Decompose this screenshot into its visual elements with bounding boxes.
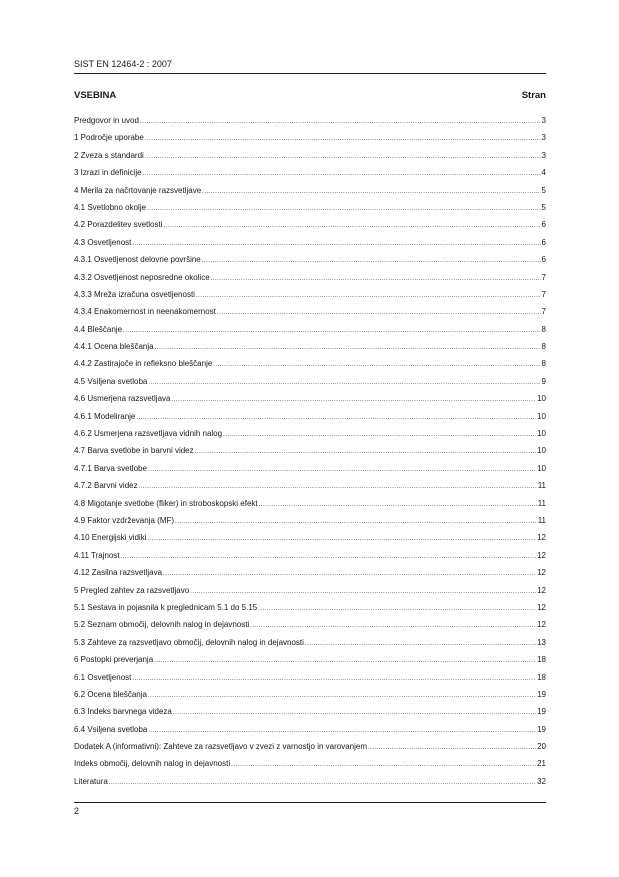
toc-entry-title: 4.10 Energijski vidiki: [74, 533, 147, 543]
toc-entry[interactable]: [74, 182, 546, 199]
toc-dot-leader: [123, 323, 541, 340]
toc-entry-title: 4.8 Migotanje svetlobe (fliker) in stroboskopski efekt: [74, 498, 258, 508]
toc-entry[interactable]: [74, 112, 546, 129]
toc-entry-title: 4.11 Trajnost: [74, 550, 120, 560]
toc-entry-title: 4.1 Svetlobno okolje: [74, 202, 147, 212]
toc-entry-title: 5.1 Sestava in pojasnila k preglednicam 5.1 do 5.15: [74, 602, 258, 612]
toc-entry-title: 4.7.2 Barvni videz: [74, 481, 138, 491]
toc-entry-title: 6 Postopki preverjanja: [74, 655, 154, 665]
table-of-contents: [74, 112, 546, 790]
toc-dot-leader: [147, 531, 536, 548]
toc-entry-page: 10: [537, 429, 546, 439]
toc-entry-page: 18: [537, 672, 546, 682]
toc-entry[interactable]: [74, 269, 546, 286]
toc-entry-page: 8: [541, 359, 546, 369]
toc-entry-title: 4.6.1 Modeliranje: [74, 411, 136, 421]
toc-entry[interactable]: [74, 686, 546, 703]
toc-entry-page: 7: [541, 289, 546, 299]
toc-entry-page: 12: [537, 620, 546, 630]
toc-entry-page: 20: [537, 742, 546, 752]
header-rule: [74, 73, 546, 74]
toc-entry-page: 3: [541, 133, 546, 143]
toc-entry-title: 6.2 Ocena bleščanja: [74, 689, 147, 699]
toc-dot-leader: [132, 671, 536, 688]
toc-entry-page: 10: [537, 463, 546, 473]
toc-entry-title: 4.5 Vsiljena svetloba: [74, 376, 148, 386]
toc-dot-leader: [154, 653, 536, 670]
toc-entry-title: 4.3.3 Mreža izračuna osvetljenosti: [74, 289, 195, 299]
toc-entry[interactable]: [74, 408, 546, 425]
toc-dot-leader: [196, 288, 541, 305]
toc-dot-leader: [148, 462, 536, 479]
toc-dot-leader: [148, 688, 536, 705]
toc-entry[interactable]: [74, 703, 546, 720]
toc-entry[interactable]: [74, 529, 546, 546]
toc-page-label: Stran: [521, 90, 546, 101]
toc-dot-leader: [121, 549, 536, 566]
toc-entry-title: 5 Pregled zahtev za razsvetljavo: [74, 585, 190, 595]
toc-entry[interactable]: [74, 564, 546, 581]
toc-entry[interactable]: [74, 616, 546, 633]
toc-entry-title: 4.3.2 Osvetljenost neposredne okolice: [74, 272, 210, 282]
toc-dot-leader: [195, 444, 536, 461]
toc-dot-leader: [164, 218, 541, 235]
toc-entry-title: 4.12 Zasilna razsvetljava: [74, 568, 163, 578]
toc-entry-title: Indeks območij, delovnih nalog in dejavnosti: [74, 759, 231, 769]
toc-dot-leader: [305, 636, 536, 653]
toc-entry-page: 8: [541, 342, 546, 352]
toc-entry[interactable]: [74, 286, 546, 303]
toc-entry-page: 11: [537, 498, 546, 508]
toc-entry[interactable]: [74, 477, 546, 494]
toc-entry-page: 3: [541, 150, 546, 160]
toc-entry[interactable]: [74, 355, 546, 372]
toc-entry[interactable]: [74, 321, 546, 338]
toc-entry-title: 4.3.1 Osvetljenost delovne površine: [74, 255, 201, 265]
toc-entry-page: 12: [537, 568, 546, 578]
toc-entry-page: 3: [541, 116, 546, 125]
toc-dot-leader: [223, 427, 536, 444]
toc-dot-leader: [211, 271, 541, 288]
toc-entry[interactable]: [74, 773, 546, 790]
toc-entry-page: 12: [537, 533, 546, 543]
toc-entry-page: 4: [541, 168, 546, 178]
toc-entry-page: 12: [537, 550, 546, 560]
toc-entry[interactable]: [74, 599, 546, 616]
toc-entry-title: Dodatek A (informativni): Zahteve za razsvetljavo v zvezi z varnostjo in varovanjem: [74, 742, 368, 752]
toc-entry[interactable]: [74, 425, 546, 442]
toc-entry[interactable]: [74, 164, 546, 181]
toc-entry-title: 4.7 Barva svetlobe in barvni videz: [74, 446, 194, 456]
footer-rule: [74, 802, 546, 803]
toc-entry-title: 4.4.1 Ocena bleščanja: [74, 342, 154, 352]
toc-entry[interactable]: [74, 199, 546, 216]
toc-entry[interactable]: [74, 634, 546, 651]
toc-entry[interactable]: [74, 512, 546, 529]
toc-entry-page: 7: [541, 272, 546, 282]
toc-entry[interactable]: [74, 669, 546, 686]
toc-entry[interactable]: [74, 721, 546, 738]
toc-entry[interactable]: [74, 738, 546, 755]
toc-dot-leader: [143, 166, 541, 183]
toc-entry-page: 12: [537, 585, 546, 595]
toc-entry-page: 11: [537, 515, 546, 525]
toc-dot-leader: [163, 566, 536, 583]
toc-entry[interactable]: [74, 582, 546, 599]
toc-entry-page: 8: [541, 324, 546, 334]
toc-dot-leader: [140, 114, 541, 131]
toc-dot-leader: [109, 775, 536, 792]
toc-entry-page: 9: [541, 376, 546, 386]
toc-entry-page: 32: [537, 776, 546, 786]
toc-entry-title: 5.3 Zahteve za razsvetljavo območij, delovnih nalog in dejavnosti: [74, 637, 304, 647]
toc-entry-title: 6.3 Indeks barvnega videza: [74, 707, 172, 717]
document-code: SIST EN 12464-2 : 2007: [74, 59, 172, 69]
toc-entry-title: 4.6.2 Usmerjena razsvetljava vidnih nalog: [74, 429, 223, 439]
toc-entry[interactable]: [74, 651, 546, 668]
toc-entry-title: 4.9 Faktor vzdrževanja (MF): [74, 515, 175, 525]
toc-entry[interactable]: [74, 147, 546, 164]
toc-entry-title: 3 Izrazi in definicije: [74, 168, 142, 178]
toc-entry-page: 13: [537, 637, 546, 647]
toc-entry-page: 5: [541, 202, 546, 212]
toc-entry-page: 10: [537, 411, 546, 421]
toc-entry[interactable]: [74, 755, 546, 772]
toc-entry-title: 4.3 Osvetljenost: [74, 237, 132, 247]
toc-entry-page: 19: [537, 724, 546, 734]
toc-entry[interactable]: [74, 234, 546, 251]
toc-entry[interactable]: [74, 390, 546, 407]
toc-entry-page: 11: [537, 481, 546, 491]
toc-dot-leader: [155, 340, 541, 357]
toc-entry-page: 12: [537, 602, 546, 612]
toc-entry-page: 7: [541, 307, 546, 317]
toc-entry[interactable]: [74, 373, 546, 390]
toc-entry[interactable]: [74, 460, 546, 477]
toc-entry-page: 10: [537, 394, 546, 404]
toc-dot-leader: [147, 201, 540, 218]
toc-heading: VSEBINA: [74, 90, 117, 101]
toc-dot-leader: [171, 392, 536, 409]
toc-entry-page: 19: [537, 689, 546, 699]
page-number: 2: [74, 806, 80, 816]
toc-dot-leader: [145, 149, 541, 166]
toc-entry-title: 2 Zveza s standardi: [74, 150, 144, 160]
toc-entry-page: 18: [537, 655, 546, 665]
toc-entry-title: 4.3.4 Enakomernost in neenakomernost: [74, 307, 216, 317]
toc-dot-leader: [213, 357, 540, 374]
toc-entry-title: 4.4.2 Zastirajoče in refleksno bleščanje: [74, 359, 213, 369]
toc-entry[interactable]: [74, 303, 546, 320]
toc-entry-title: 4.6 Usmerjena razsvetljava: [74, 394, 171, 404]
toc-entry-page: 10: [537, 446, 546, 456]
toc-entry-title: 4.7.1 Barva svetlobe: [74, 463, 147, 473]
toc-entry-title: 6.4 Vsiljena svetloba: [74, 724, 148, 734]
toc-entry-page: 5: [541, 185, 546, 195]
toc-entry-page: 6: [541, 255, 546, 265]
toc-entry-page: 6: [541, 220, 546, 230]
toc-entry-title: 6.1 Osvetljenost: [74, 672, 132, 682]
toc-header: [74, 90, 546, 101]
toc-entry-title: 4.4 Bleščanje: [74, 324, 123, 334]
toc-dot-leader: [259, 497, 537, 514]
toc-entry[interactable]: [74, 251, 546, 268]
toc-dot-leader: [175, 514, 537, 531]
toc-entry-page: 19: [537, 707, 546, 717]
toc-entry-title: Predgovor in uvod: [74, 116, 139, 125]
toc-entry-title: 5.2 Seznam območij, delovnih nalog in dejavnosti: [74, 620, 250, 630]
toc-entry-page: 21: [537, 759, 546, 769]
toc-dot-leader: [368, 740, 536, 757]
toc-dot-leader: [145, 131, 541, 148]
toc-dot-leader: [202, 253, 541, 270]
toc-dot-leader: [202, 184, 540, 201]
toc-dot-leader: [217, 305, 541, 322]
toc-entry[interactable]: [74, 129, 546, 146]
toc-entry-title: Literatura: [74, 776, 108, 786]
toc-dot-leader: [148, 375, 540, 392]
toc-dot-leader: [258, 601, 536, 618]
toc-entry[interactable]: [74, 547, 546, 564]
toc-entry[interactable]: [74, 442, 546, 459]
toc-entry[interactable]: [74, 216, 546, 233]
toc-dot-leader: [173, 705, 536, 722]
toc-dot-leader: [231, 757, 536, 774]
toc-entry[interactable]: [74, 338, 546, 355]
toc-entry-page: 6: [541, 237, 546, 247]
toc-entry[interactable]: [74, 495, 546, 512]
toc-entry-title: 4 Merila za načrtovanje razsvetljave: [74, 185, 202, 195]
toc-entry-title: 1 Področje uporabe: [74, 133, 144, 143]
toc-entry-title: 4.2 Porazdelitev svetlosti: [74, 220, 163, 230]
